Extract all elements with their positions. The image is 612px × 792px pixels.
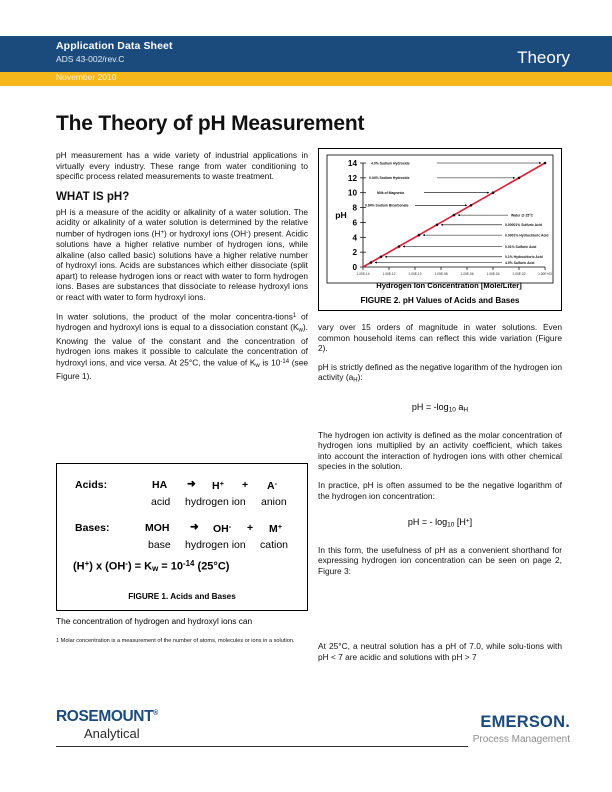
svg-text:1.00E-12: 1.00E-12: [382, 272, 396, 276]
ph-chart-svg: [319, 149, 561, 294]
annot-water-25c: Water @ 25°C: [511, 213, 534, 218]
eq1-part-a: pH = -log: [411, 402, 449, 413]
eq-part-c: ) = K: [127, 560, 153, 573]
chart-x-axis-title: Hydrogen Ion Concentration [Mole/Liter]: [376, 281, 522, 290]
svg-text:1.00E-08: 1.00E-08: [434, 272, 448, 276]
paragraph-neutral-solution: At 25°C, a neutral solution has a pH of 7.0, while solu-tions with pH < 7 are acidic and solutions with pH > 7: [318, 641, 562, 662]
paragraph-orders-of-magnitude: vary over 15 orders of magnitude in water solutions. Even common household items can reflect this wide variation (Figure 2).: [318, 322, 562, 354]
svg-text:1.00E-04: 1.00E-04: [486, 272, 500, 276]
svg-text:6: 6: [352, 218, 357, 228]
bases-arrow-icon: ➜: [190, 521, 199, 533]
paragraph-after-figure-1: The concentration of hydrogen and hydroxyl ions can: [56, 616, 253, 626]
acids-formula-ha: HA: [152, 479, 168, 491]
figure-2-ph-chart: [318, 148, 562, 311]
emerson-wordmark: EMERSON: [480, 713, 566, 731]
bases-m-sup: +: [277, 522, 283, 531]
bases-caption-base: base: [148, 539, 171, 551]
rosemount-analytical-label: Analytical: [84, 726, 140, 741]
eq-sub-c: w: [152, 564, 159, 574]
eq1-sub-10: 10: [448, 406, 456, 414]
left-column: [56, 150, 308, 390]
svg-text:14: 14: [347, 159, 357, 168]
svg-text:1.00E+00: 1.00E+00: [538, 272, 552, 276]
annot-sulfuric-001: 0.01% Sulfuric Acid: [505, 244, 537, 249]
figure-1-caption: FIGURE 1. Acids and Bases: [128, 592, 236, 601]
exp-minus-14: -14: [280, 358, 290, 365]
figure-2-caption: FIGURE 2. pH Values of Acids and Bases: [360, 296, 520, 305]
water-part-e: (see Figure 1).: [56, 357, 308, 382]
emerson-logo: [480, 713, 570, 732]
header-section-label: Theory: [517, 48, 570, 67]
svg-text:1.00E-06: 1.00E-06: [460, 272, 474, 276]
bases-plus-sign: +: [247, 522, 254, 534]
emerson-dot-icon: .: [565, 713, 570, 731]
bases-oh-sup: -: [228, 522, 232, 531]
eq2-part-c: ]: [469, 517, 473, 528]
bases-label: Bases:: [75, 522, 110, 534]
paragraph-ph-definition: [56, 207, 308, 303]
eq-part-e: (25°C): [194, 560, 230, 573]
bases-m-text: M: [269, 523, 278, 536]
header-date: November 2010: [56, 72, 117, 82]
intro-paragraph: pH measurement has a wide variety of industrial applications in virtually every industry. These range from water conditioning to specific process related measurements to waste treatment.: [56, 150, 308, 182]
eq-sup-b: -: [125, 559, 128, 568]
eq-part-d: = 10: [158, 560, 184, 573]
kw-sub-1: w: [298, 327, 303, 334]
ph-def-part-c: ) present. Acidic solutions have a higher relative number of hydrogen ions, while alkaline (also called basic) solutions have a higher relative number of hydroxyl ions. Acids are substances which either dissociate (split apart) to release hydrogen ions or react with water to form hydrogen ions. Bases are substances that dissociate to release hydroxyl ions or react with water to form hydroxyl ions.: [56, 228, 309, 303]
footnote-marker: 1: [292, 312, 297, 319]
svg-text:12: 12: [347, 173, 357, 183]
equation-ph-activity: [318, 402, 562, 413]
svg-text:1.00E-10: 1.00E-10: [408, 272, 422, 276]
ph-def-part-b: ) or hydroxyl ions (OH: [163, 228, 247, 239]
rosemount-wordmark: ROSEMOUNT: [56, 708, 154, 725]
water-part-a: In water solutions, the product of the molar concentra-tions: [56, 311, 293, 322]
figure1-equation: [73, 559, 229, 573]
annot-hydrochloric-00001: 0.0001% Hydrochloric Acid: [505, 233, 549, 238]
rosemount-logo: [56, 708, 158, 726]
kw-sub-2: w: [255, 362, 260, 369]
eq2-part-b: [H: [454, 517, 466, 528]
eq-part-a: (H: [73, 560, 85, 573]
section-heading-what-is-ph: WHAT IS pH?: [56, 190, 130, 203]
bases-oh-text: OH: [213, 523, 229, 536]
right-column-bottom: [318, 641, 562, 670]
footer-divider: [56, 746, 468, 747]
eq2-sup-plus: +: [465, 517, 470, 525]
annot-sodium-bicarbonate: 0.84% Sodium Bicarbonate: [365, 203, 409, 208]
annot-sodium-hydroxide-4: 4.0% Sodium Hydroxide: [371, 161, 410, 166]
eq2-sub-10: 10: [447, 521, 455, 529]
svg-text:10: 10: [347, 188, 357, 198]
acids-plus-sign: +: [242, 479, 249, 491]
annot-milk-of-magnesia: Milk of Magnesia: [377, 191, 405, 195]
equation-ph-concentration: [318, 517, 562, 528]
acids-label: Acids:: [75, 479, 108, 491]
paragraph-water-solutions: [56, 311, 308, 382]
rosemount-registered-icon: ®: [153, 709, 158, 717]
annot-sodium-hydroxide-004: 0.04% Sodium Hydroxide: [369, 176, 410, 181]
svg-text:8: 8: [352, 203, 357, 213]
bases-formula-moh: MOH: [145, 522, 170, 534]
svg-text:1.00E-02: 1.00E-02: [512, 272, 526, 276]
acids-caption-hydrogen-ion: hydrogen ion: [185, 496, 246, 508]
activity-sub-h: H: [353, 377, 358, 384]
svg-text:4: 4: [352, 233, 357, 243]
strict-def-part-b: ):: [357, 372, 363, 383]
annot-sulfuric-000001: 0.00001% Sulfuric Acid: [505, 223, 542, 228]
water-part-c: ). Knowing the value of the constant and the concentration of hydrogen ions makes it possible to calculate the concentration of hydroxyl ions, and vice versa. At 25°C, the value of K: [56, 321, 308, 368]
svg-text:0: 0: [352, 263, 357, 272]
header-doc-title: Application Data Sheet: [56, 40, 173, 52]
paragraph-usefulness: In this form, the usefulness of pH as a convenient shorthand for expressing hydrogen ion concentration can be seen on page 2, Figure 3:: [318, 544, 562, 576]
annot-sulfuric-4: 4.0% Sulfuric Acid: [505, 260, 535, 265]
water-part-b: of hydrogen and hydroxyl ions is equal to a dissociation constant (K: [56, 311, 308, 332]
svg-text:2: 2: [352, 248, 357, 258]
page-title: The Theory of pH Measurement: [56, 112, 365, 136]
footnote-molar-concentration: 1 Molar concentration is a measurement of the number of atoms, molecules or ions in a solution.: [56, 638, 295, 644]
acids-formula-h: [212, 479, 224, 492]
paragraph-activity-definition: The hydrogen ion activity is defined as the molar concentration of hydrogen ions multiplied by an activity coefficient, which takes into account the interaction of hydrogen ions with other chemical species in the solution.: [318, 429, 562, 472]
eq-sup-a: +: [84, 559, 90, 568]
bases-formula-m: [269, 522, 282, 535]
eq-part-b: ) x (OH: [89, 560, 126, 573]
acids-arrow-icon: ➜: [187, 478, 196, 490]
acids-a-text: A: [267, 480, 275, 493]
eq-sup-d: -14: [183, 559, 195, 568]
acids-h-text: H: [212, 480, 220, 493]
right-column: [318, 322, 562, 584]
page-footer: [0, 700, 612, 792]
bases-caption-hydrogen-ion: hydrogen ion: [185, 539, 246, 551]
eq1-part-b: a: [455, 402, 464, 413]
strict-def-part-a: pH is strictly defined as the negative logarithm of the hydrogen ion activity (a: [318, 361, 562, 383]
acids-caption-anion: anion: [261, 496, 287, 508]
annot-hydrochloric-01: 0.1% Hydrochloric Acid: [505, 255, 543, 260]
bases-formula-oh: [213, 522, 231, 535]
water-part-d: is 10: [259, 357, 281, 368]
ph-def-sup-plus: +: [160, 229, 164, 236]
emerson-tagline: Process Management: [472, 734, 570, 745]
eq1-sub-h: H: [463, 406, 469, 414]
acids-caption-acid: acid: [151, 496, 171, 508]
acids-a-sup: -: [274, 479, 278, 488]
ph-def-sup-minus: -: [246, 229, 249, 236]
figure-1-acids-and-bases: [56, 463, 308, 611]
eq2-part-a: pH = - log: [407, 517, 448, 528]
chart-y-axis-title: pH: [335, 210, 347, 220]
bases-caption-cation: cation: [260, 539, 289, 551]
acids-formula-a: [267, 479, 277, 492]
paragraph-strict-definition: [318, 362, 562, 387]
header-doc-number: ADS 43-002/rev.C: [56, 54, 125, 64]
paragraph-in-practice: In practice, pH is often assumed to be the negative logarithm of the hydrogen ion concentration:: [318, 480, 562, 501]
ph-def-part-a: pH is a measure of the acidity or alkalinity of a water solution. The acidity or alkalinity of a water solution is determined by the relative number of hydrogen ions (H: [56, 206, 308, 239]
acids-h-sup: +: [219, 479, 225, 488]
svg-text:1.00E-14: 1.00E-14: [356, 272, 370, 276]
